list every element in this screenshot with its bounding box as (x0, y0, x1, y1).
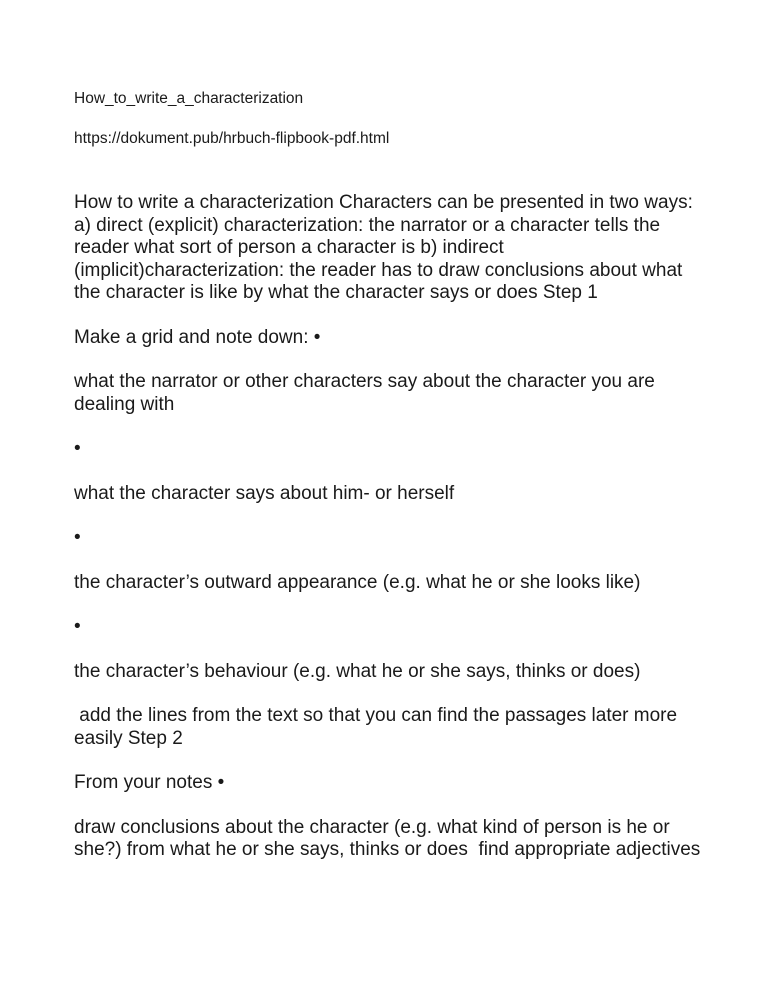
bullet-1: • (74, 438, 81, 459)
bullet-2: • (74, 527, 81, 548)
document-body (74, 192, 710, 862)
lines-note: add the lines from the text so that you can find the passages later more easily Step 2 (74, 705, 683, 749)
list-item-behaviour: the character’s behaviour (e.g. what he or she says, thinks or does) (74, 660, 641, 682)
bullet-3: • (74, 616, 81, 637)
conclusion-paragraph: draw conclusions about the character (e.g. what kind of person is he or she?) from what he or she says, thinks or does find appropriate adjectives (74, 816, 701, 860)
intro-paragraph: How to write a characterization Characters can be presented in two ways: a) direct (explicit) characterization: the narrator or a character tells the reader what sort of person a character is b) indirect (implicit)characterization: the reader has to draw conclusions about what the character is like by what the character says or does Step 1 (74, 192, 693, 303)
grid-prompt: Make a grid and note down: • (74, 326, 321, 348)
document-title: How_to_write_a_characterization (74, 90, 304, 107)
source-url: https://dokument.pub/hrbuch-flipbook-pdf.html (74, 130, 390, 147)
list-item-self: what the character says about him- or herself (74, 482, 455, 504)
notes-prompt: From your notes • (74, 772, 225, 793)
list-item-appearance: the character’s outward appearance (e.g. what he or she looks like) (74, 571, 641, 593)
list-item-narrator: what the narrator or other characters say about the character you are dealing with (74, 371, 655, 415)
